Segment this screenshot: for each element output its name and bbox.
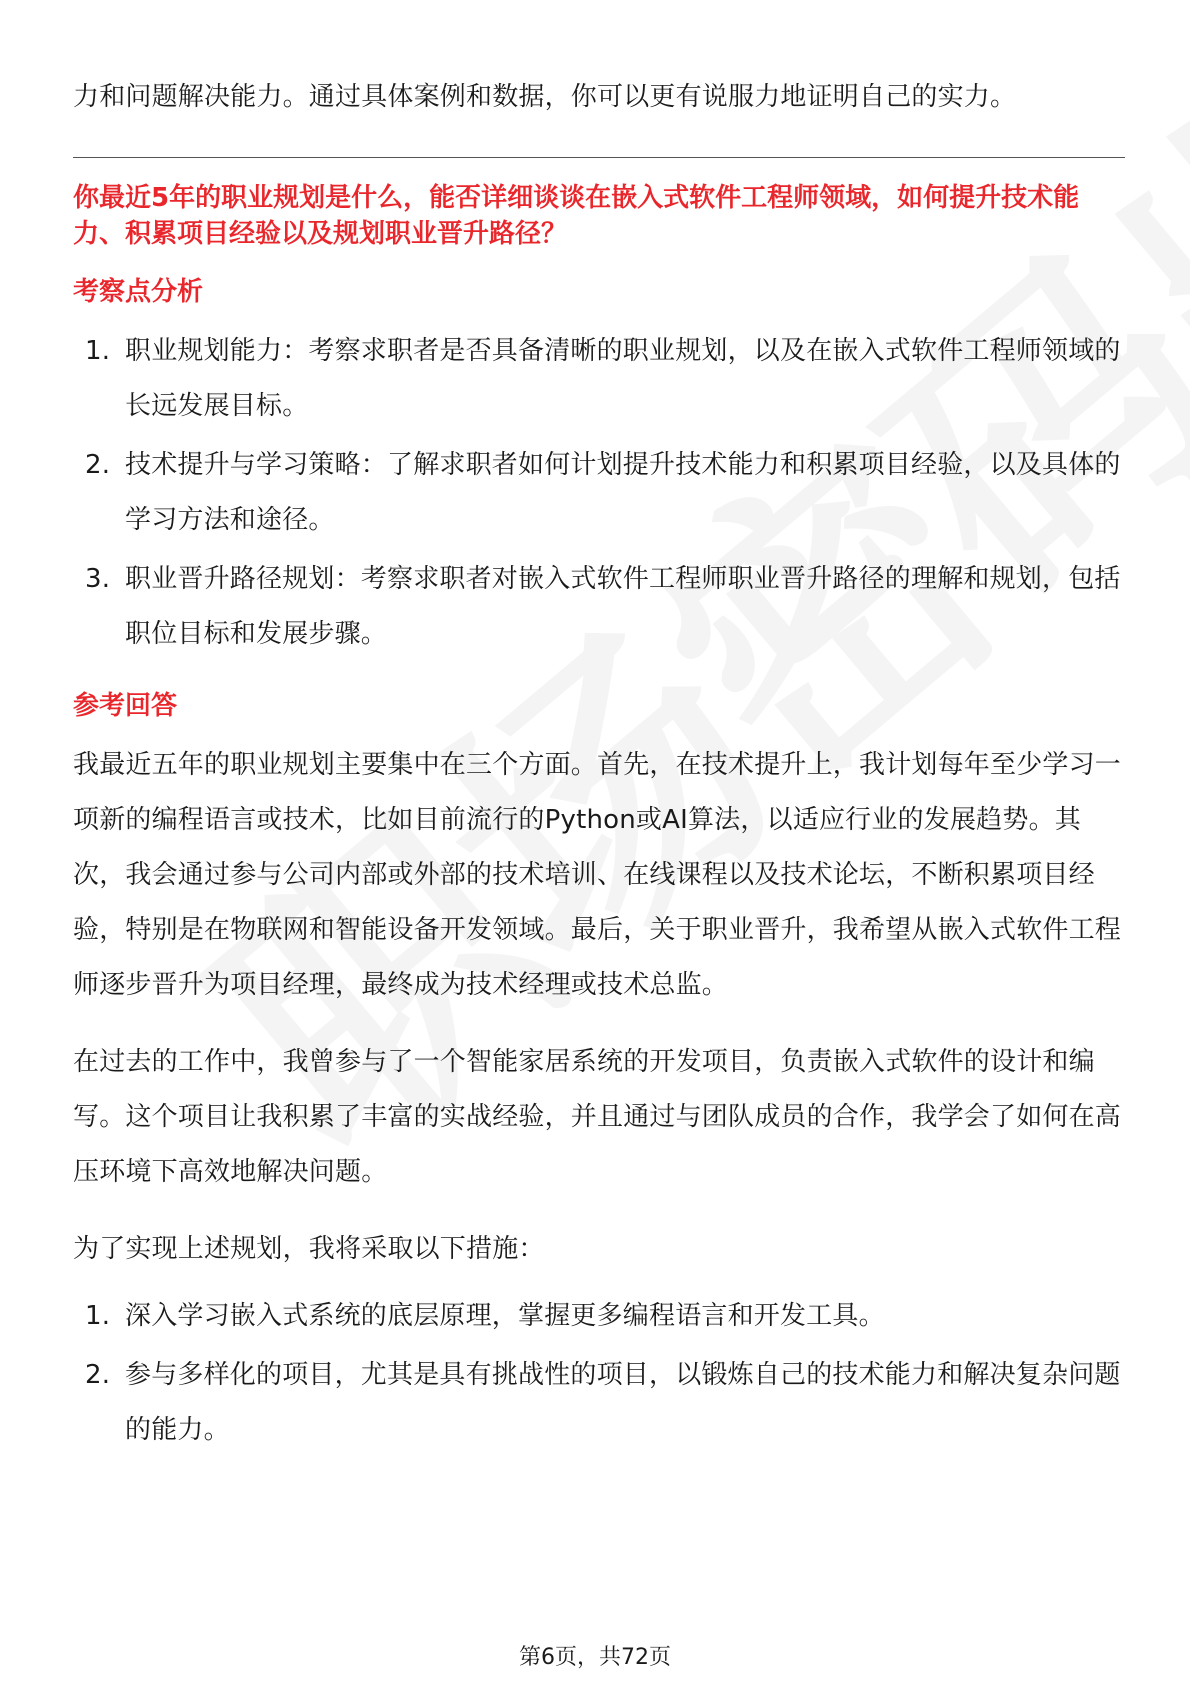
list-item-number: 1. xyxy=(85,336,111,366)
answer-paragraph: 为了实现上述规划，我将采取以下措施： xyxy=(73,1234,545,1264)
question-title: 你最近5年的职业规划是什么，能否详细谈谈在嵌入式软件工程师领域，如何提升技术能力、积累项目经验以及规划职业晋升路径？ xyxy=(73,183,1080,249)
measures-list xyxy=(73,1289,1128,1458)
answer-heading: 参考回答 xyxy=(73,691,178,721)
page-content xyxy=(73,70,1128,1458)
answer-paragraph: 在过去的工作中，我曾参与了一个智能家居系统的开发项目，负责嵌入式软件的设计和编写。这个项目让我积累了丰富的实战经验，并且通过与团队成员的合作，我学会了如何在高压环境下高效地解决问题。 xyxy=(73,1047,1122,1187)
list-item-text: 参与多样化的项目，尤其是具有挑战性的项目，以锻炼自己的技术能力和解决复杂问题的能力。 xyxy=(125,1360,1121,1445)
list-item-number: 2. xyxy=(85,1360,111,1390)
list-item-text: 职业规划能力：考察求职者是否具备清晰的职业规划，以及在嵌入式软件工程师领域的长远发展目标。 xyxy=(125,336,1121,421)
list-item-number: 3. xyxy=(85,564,111,594)
page-number-footer: 第6页，共72页 xyxy=(519,1645,671,1670)
section-divider xyxy=(73,157,1125,158)
list-item xyxy=(73,324,1128,434)
list-item-text: 技术提升与学习策略：了解求职者如何计划提升技术能力和积累项目经验，以及具体的学习方法和途径。 xyxy=(125,450,1121,535)
list-item xyxy=(73,1348,1128,1458)
list-item-text: 深入学习嵌入式系统的底层原理，掌握更多编程语言和开发工具。 xyxy=(125,1301,885,1331)
list-item-number: 2. xyxy=(85,450,111,480)
answer-paragraph: 我最近五年的职业规划主要集中在三个方面。首先，在技术提升上，我计划每年至少学习一项新的编程语言或技术，比如目前流行的Python或AI算法，以适应行业的发展趋势。其次，我会通过参与公司内部或外部的技术培训、在线课程以及技术论坛，不断积累项目经验，特别是在物联网和智能设备开发领域。最后，关于职业晋升，我希望从嵌入式软件工程师逐步晋升为项目经理，最终成为技术经理或技术总监。 xyxy=(73,750,1122,1000)
analysis-list xyxy=(73,324,1128,662)
list-item-number: 1. xyxy=(85,1301,111,1331)
analysis-heading: 考察点分析 xyxy=(73,277,204,307)
list-item xyxy=(73,1289,1128,1344)
intro-tail-paragraph: 力和问题解决能力。通过具体案例和数据，你可以更有说服力地证明自己的实力。 xyxy=(73,82,1017,112)
list-item xyxy=(73,438,1128,548)
list-item-text: 职业晋升路径规划：考察求职者对嵌入式软件工程师职业晋升路径的理解和规划，包括职位目标和发展步骤。 xyxy=(125,564,1121,649)
list-item xyxy=(73,552,1128,662)
